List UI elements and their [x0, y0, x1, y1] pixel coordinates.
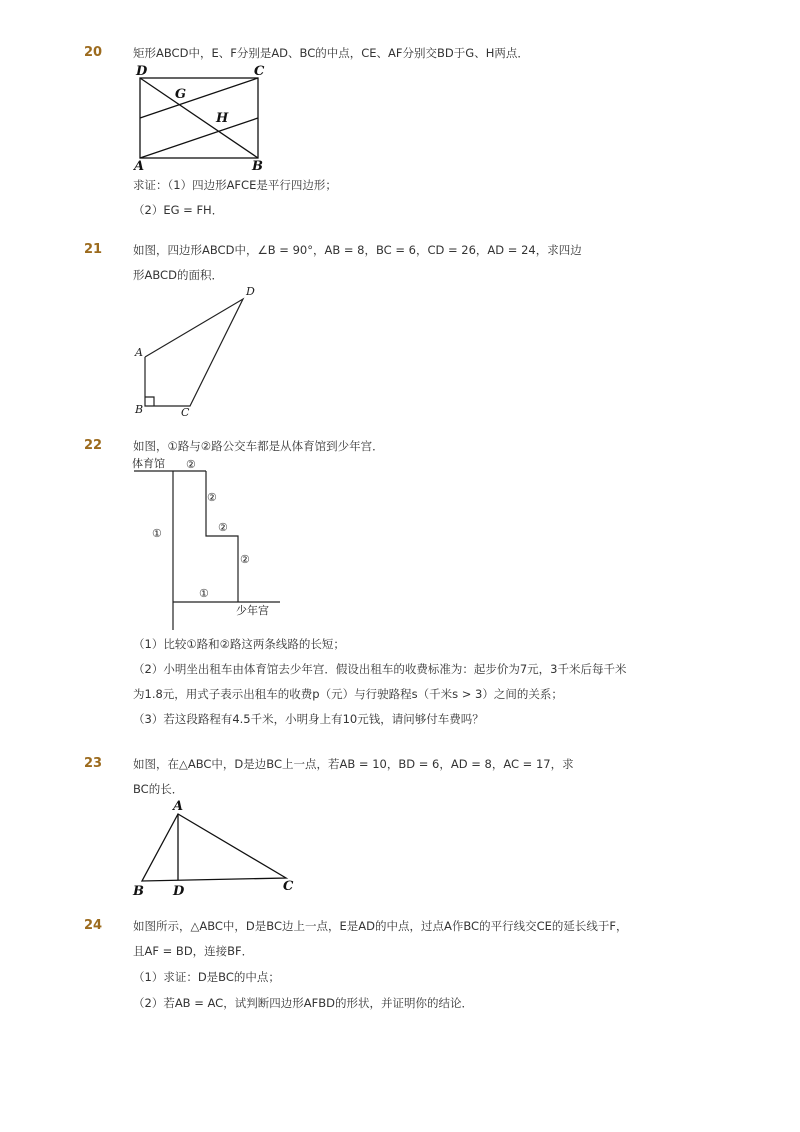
- question-number-21: 21: [84, 242, 103, 257]
- route2-label-2: ②: [218, 521, 228, 534]
- route1-label-left: ①: [152, 527, 162, 540]
- q23-line1: 如图，在△ABC中，D是边BC上一点，若AB = 10，BD = 6，AD = 8，AC = 17，求: [133, 757, 574, 771]
- label-g: G: [175, 87, 187, 102]
- label-b: B: [135, 403, 144, 416]
- segment-af: [140, 118, 258, 158]
- label-b: B: [133, 884, 144, 899]
- label-a: A: [134, 159, 145, 174]
- label-a: A: [173, 799, 184, 814]
- q20-part2: （2）EG = FH．: [133, 203, 224, 217]
- route2-label-top: ②: [186, 458, 196, 471]
- question-number-23: 23: [84, 756, 103, 771]
- question-number-24: 24: [84, 918, 103, 933]
- q22-route-map: [130, 455, 290, 630]
- label-b: B: [252, 159, 263, 174]
- question-number-20: 20: [84, 45, 103, 60]
- q23-triangle-figure: [130, 797, 300, 902]
- label-h: H: [216, 111, 229, 126]
- q24-line2: 且AF = BD，连接BF．: [133, 944, 254, 958]
- right-angle-mark: [145, 397, 154, 406]
- q20-rectangle-figure: [130, 60, 270, 175]
- label-c: C: [254, 64, 265, 79]
- q20-part1: 求证：（1）四边形AFCE是平行四边形；: [133, 178, 337, 192]
- route2-label-3: ②: [240, 553, 250, 566]
- label-d: D: [173, 884, 185, 899]
- question-number-22: 22: [84, 438, 103, 453]
- q21-line2: 形ABCD的面积．: [133, 268, 223, 282]
- q20-stem: 矩形ABCD中，E、F分别是AD、BC的中点，CE、AF分别交BD于G、H两点．: [133, 46, 529, 60]
- q22-part3: （3）若这段路程有4.5千米，小明身上有10元钱，请问够付车费吗？: [133, 712, 484, 726]
- q24-part2: （2）若AB = AC，试判断四边形AFBD的形状，并证明你的结论．: [133, 996, 473, 1010]
- route2-label-1: ②: [207, 491, 217, 504]
- label-c: C: [181, 406, 190, 419]
- q24-part1: （1）求证：D是BC的中点；: [133, 970, 280, 984]
- start-label: 体育馆: [132, 457, 165, 470]
- label-c: C: [283, 879, 294, 894]
- q21-line1: 如图，四边形ABCD中，∠B = 90°，AB = 8，BC = 6，CD = 26，AD = 24，求四边: [133, 243, 582, 257]
- label-d: D: [246, 285, 255, 298]
- q24-line1: 如图所示，△ABC中，D是BC边上一点，E是AD的中点，过点A作BC的平行线交CE的延长线于F，: [133, 919, 628, 933]
- q22-stem: 如图，①路与②路公交车都是从体育馆到少年宫．: [133, 439, 384, 453]
- q22-part1: （1）比较①路和②路这两条线路的长短；: [133, 637, 345, 651]
- segment-ce: [140, 78, 258, 118]
- quadrilateral-abcd: [145, 299, 243, 406]
- q22-part2-line2: 为1.8元，用式子表示出租车的收费p（元）与行驶路程s（千米s > 3）之间的关系；: [133, 687, 563, 701]
- route1-label-bottom: ①: [199, 587, 209, 600]
- q21-quadrilateral-figure: [130, 282, 270, 422]
- diagonal-bd: [140, 78, 258, 158]
- label-d: D: [136, 64, 148, 79]
- triangle-abc: [142, 814, 286, 881]
- q23-line2: BC的长．: [133, 782, 184, 796]
- q22-part2-line1: （2）小明坐出租车由体育馆去少年宫．假设出租车的收费标准为：起步价为7元，3千米后每千米: [133, 662, 627, 676]
- end-label: 少年宫: [236, 604, 269, 617]
- label-a: A: [135, 346, 143, 359]
